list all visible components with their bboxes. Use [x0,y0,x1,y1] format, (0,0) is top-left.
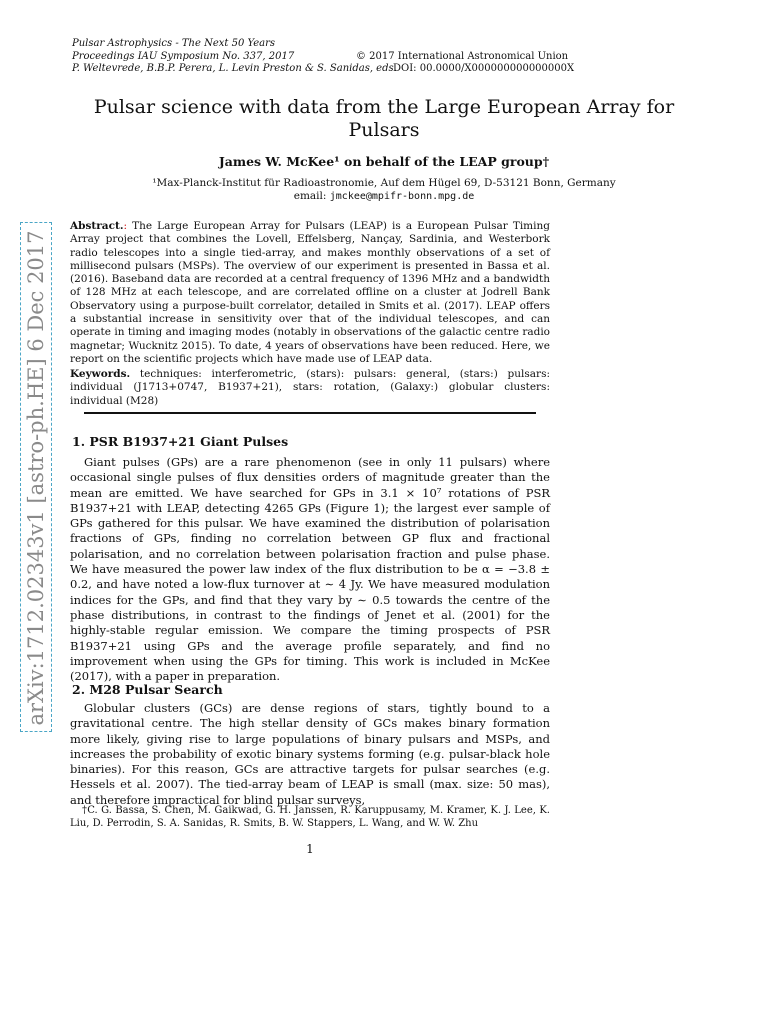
keywords-text: techniques: interferometric, (stars): pulsars: general, (stars:) pulsars: individual (J1713+0747, B1937+21), stars: rotation, (Galaxy:) globular clusters: individual (M28) [70,368,550,407]
section-2-heading: 2. M28 Pulsar Search [72,682,223,697]
section-2-body: Globular clusters (GCs) are dense regions of stars, tightly bound to a gravitational centre. The high stellar density of GCs makes binary formation more likely, giving rise to large populations of binary pulsars and MSPs, and increases the probability of exotic binary systems forming (e.g. pulsar-black hole binaries). For this reason, GCs are attractive targets for pulsar searches (e.g. Hessels et al. 2007). The tied-array beam of LEAP is small (max. size: 50 mas), and therefore impractical for blind pulsar surveys, [70,701,550,807]
link-marker-icon: : [123,220,128,232]
header-copyright: © 2017 International Astronomical Union [356,51,569,62]
email-line [72,190,696,203]
section-divider [84,412,536,414]
abstract-label: Abstract. [70,220,124,232]
abstract [70,220,550,366]
keywords [70,368,550,408]
abstract-text: The Large European Array for Pulsars (LEAP) is a European Pulsar Timing Array project that combines the Lovell, Effelsberg, Nançay, Sardinia, and Westerbork radio telescopes into a single tied-array, and makes monthly observations of a set of millisecond pulsars (MSPs). The overview of our experiment is presented in Bassa et al. (2016). Baseband data are recorded at a central frequency of 1396 MHz and a bandwidth of 128 MHz at each telescope, and are correlated offline on a cluster at Jodrell Bank Observatory using a purpose-built correlator, detailed in Smits et al. (2017). LEAP offers a substantial increase in sensitivity over that of the individual telescopes, and can operate in timing and imaging modes (notably in observations of the galactic centre radio magnetar; Wucknitz 2015). To date, 4 years of observations have been reduced. Here, we report on the scientific projects which have made use of LEAP data. [70,220,550,365]
email-label: email: [293,190,327,202]
header-doi: DOI: 00.0000/X000000000000000X [393,63,575,74]
header-proceedings: Proceedings IAU Symposium No. 337, 2017 [72,50,295,62]
footnote: †C. G. Bassa, S. Chen, M. Gaikwad, G. H. Janssen, R. Karuppusamy, M. Kramer, K. J. Lee, K. Liu, D. Perrodin, S. A. Sanidas, R. Smits, B. W. Stappers, L. Wang, and W. W. Zhu [70,805,550,829]
page-number: 1 [306,842,314,856]
header-series: Pulsar Astrophysics - The Next 50 Years [72,38,276,49]
arxiv-stamp[interactable]: arXiv:1712.02343v1 [astro-ph.HE] 6 Dec 2017 [24,230,48,726]
section-1-body: Giant pulses (GPs) are a rare phenomenon (see in only 11 pulsars) where occasional single pulses of flux densities orders of magnitude greater than the mean are emitted. We have searched for GPs in 3.1 × 10⁷ rotations of PSR B1937+21 with LEAP, detecting 4265 GPs (Figure 1); the largest ever sample of GPs gathered for this pulsar. We have examined the distribution of polarisation fractions of GPs, finding no correlation between GP flux and fractional polarisation, and no correlation between polarisation fraction and pulse phase. We have measured the power law index of the flux distribution to be α = −3.8 ± 0.2, and have noted a low-flux turnover at ∼ 4 Jy. We have measured modulation indices for the GPs, and find that they vary by ∼ 0.5 towards the centre of the phase distributions, in contrast to the findings of Jenet et al. (2001) for the highly-stable regular emission. We compare the timing prospects of PSR B1937+21 using GPs and the average profile separately, and find no improvement when using the GPs for timing. This work is included in McKee (2017), with a paper in preparation. [70,455,550,684]
header-editors: P. Weltevrede, B.B.P. Perera, L. Levin Preston & S. Sanidas, eds. [72,63,397,74]
email-link[interactable]: jmckee@mpifr-bonn.mpg.de [329,191,475,202]
affiliation: ¹Max-Planck-Institut für Radioastronomie, Auf dem Hügel 69, D-53121 Bonn, Germany [152,177,616,189]
affiliation-block [72,177,696,203]
keywords-label: Keywords. [70,368,131,380]
section-1-heading: 1. PSR B1937+21 Giant Pulses [72,434,289,449]
paper-title: Pulsar science with data from the Large European Array for Pulsars [93,96,675,141]
author-line: James W. McKee¹ on behalf of the LEAP group† [218,154,550,169]
